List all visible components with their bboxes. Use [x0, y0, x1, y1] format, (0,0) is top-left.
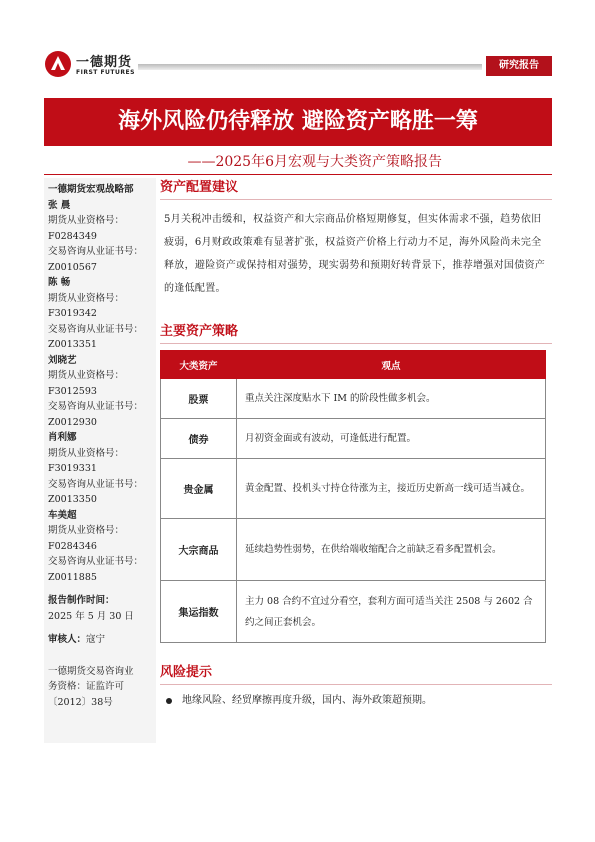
section-heading-strategy: 主要资产策略: [160, 322, 552, 344]
license-line: 一德期货交易咨询业: [48, 665, 134, 677]
view-cell: 重点关注深度贴水下 IM 的阶段性做多机会。: [237, 379, 546, 419]
company-logo: [44, 48, 134, 82]
analyst-block: [48, 198, 152, 276]
qualification-label: 期货从业资格号：: [48, 447, 125, 459]
view-cell: 月初资金面或有波动，可逢低进行配置。: [237, 419, 546, 459]
asset-cell: 集运指数: [161, 581, 237, 643]
consult-label: 交易咨询从业证书号：: [48, 478, 144, 490]
author-sidebar: [44, 178, 156, 743]
analyst-block: [48, 430, 152, 508]
asset-cell: 大宗商品: [161, 519, 237, 581]
qualification-number: F0284346: [48, 540, 97, 552]
subtitle-rule: [44, 174, 552, 175]
table-row: [161, 581, 546, 643]
table-row: [161, 379, 546, 419]
analyst-block: [48, 353, 152, 431]
logo-text-cn: 一德期货: [76, 55, 133, 70]
qualification-number: F3012593: [48, 385, 97, 397]
section-heading-risk: 风险提示: [160, 663, 552, 685]
consult-label: 交易咨询从业证书号：: [48, 246, 144, 257]
consult-label: 交易咨询从业证书号：: [48, 323, 144, 335]
analyst-name: 刘晓艺: [48, 354, 77, 366]
table-header-row: [161, 351, 546, 379]
section-heading-allocation: 资产配置建议: [160, 178, 552, 200]
reviewer: [48, 632, 152, 648]
asset-cell: 贵金属: [161, 459, 237, 519]
view-cell: 主力 08 合约不宜过分看空，套利方面可适当关注 2508 与 2602 合约之间正套机会。: [237, 581, 546, 643]
asset-cell: 债券: [161, 419, 237, 459]
logo-text-en: FIRST FUTURES: [76, 69, 135, 76]
table-row: [161, 419, 546, 459]
strategy-table: [160, 350, 546, 643]
consult-number: Z0011885: [48, 571, 97, 583]
report-time: 2025 年 5 月 30 日: [48, 610, 134, 622]
asset-cell: 股票: [161, 379, 237, 419]
license-line: 〔2012〕38号: [48, 696, 113, 708]
allocation-paragraph: 5月关税冲击缓和，权益资产和大宗商品价格短期修复，但实体需求不强，趋势依旧疲弱，6月财政政策难有显著扩张，权益资产价格上行动力不足，海外风险尚未完全释放，避险资产或保持相对强势，现实弱势和预期好转背景下，推荐增强对国债资产的逢低配置。: [164, 214, 546, 294]
table-row: [161, 519, 546, 581]
qualification-label: 期货从业资格号：: [48, 292, 125, 304]
report-time-label: 报告制作时间：: [48, 595, 115, 606]
view-cell: 黄金配置、投机头寸持仓待涨为主，接近历史新高一线可适当减仓。: [237, 459, 546, 519]
view-cell: 延续趋势性弱势，在供给端收缩配合之前缺乏看多配置机会。: [237, 519, 546, 581]
bullet-icon: [166, 698, 172, 704]
risk-list-item: [160, 685, 552, 709]
reviewer-name: 寇宁: [86, 634, 106, 645]
report-title: 海外风险仍待释放 避险资产略胜一筹: [44, 98, 552, 146]
report-subtitle: ——2025年6月宏观与大类资产策略报告: [187, 154, 442, 170]
analyst-name: 张 晨: [48, 199, 71, 211]
consult-number: Z0013350: [48, 494, 97, 505]
reviewer-label: 审核人：: [48, 634, 87, 645]
analyst-block: [48, 508, 152, 586]
analyst-name: 肖利娜: [48, 432, 77, 443]
consult-label: 交易咨询从业证书号：: [48, 556, 144, 567]
risk-text: 地缘风险、经贸摩擦再度升级，国内、海外政策超预期。: [182, 695, 432, 706]
table-row: [161, 459, 546, 519]
column-header-view: 观点: [237, 351, 546, 379]
qualification-label: 期货从业资格号：: [48, 525, 125, 536]
qualification-number: F0284349: [48, 230, 97, 242]
logo-mark-icon: [44, 50, 72, 78]
license-line: 务资格：证监许可: [48, 681, 125, 692]
qualification-label: 期货从业资格号：: [48, 215, 125, 226]
main-content: [160, 178, 552, 709]
column-header-asset: 大类资产: [161, 351, 237, 379]
consult-number: Z0013351: [48, 339, 97, 350]
header-divider: [138, 64, 482, 70]
team-name: 一德期货宏观战略部: [48, 184, 134, 195]
qualification-number: F3019342: [48, 308, 97, 319]
consult-number: Z0012930: [48, 416, 97, 428]
analyst-name: 车美超: [48, 509, 77, 521]
report-type-badge: 研究报告: [486, 56, 552, 76]
consult-label: 交易咨询从业证书号：: [48, 401, 144, 412]
qualification-number: F3019331: [48, 463, 97, 474]
qualification-label: 期货从业资格号：: [48, 370, 125, 381]
analyst-name: 陈 畅: [48, 277, 71, 288]
analyst-block: [48, 275, 152, 353]
consult-number: Z0010567: [48, 261, 97, 273]
